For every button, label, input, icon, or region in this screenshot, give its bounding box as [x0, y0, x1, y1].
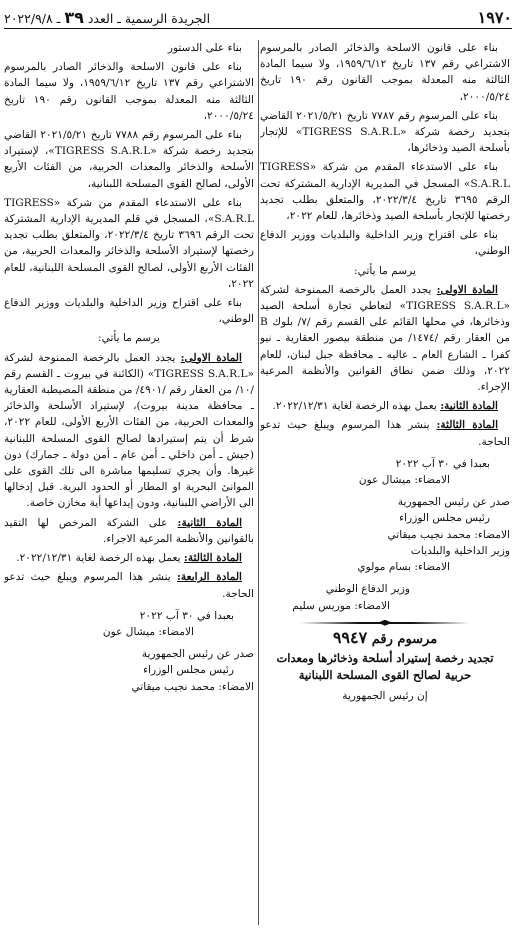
- left-column: [4, 40, 254, 925]
- article-body: على الشركة المرخص لها التقيد بالقوانين والأنظمة المرعية الاجراء.: [4, 516, 254, 545]
- article-3: [4, 550, 254, 566]
- preamble-paragraph: بناء على المرسوم رقم ٧٧٨٨ تاريخ ٢٠٢١/٥/٢١ القاضي بتجديد رخصة شركة «TIGRESS S.A.R.L»، لإستيراد الأسلحة والذخائر والمعدات الحربية، من الفئات الأربع الأولى، لصالح القوى المسلحة اللبنانية،: [4, 129, 254, 190]
- right-column: [260, 40, 510, 925]
- column-divider: [258, 40, 259, 925]
- new-decree-title: [260, 650, 510, 684]
- article-title: المادة الثالثة:: [183, 552, 242, 565]
- new-decree-title-line: حربية لصالح القوى المسلحة اللبنانية: [298, 667, 472, 682]
- issued-by: صدر عن رئيس الجمهورية: [141, 648, 254, 661]
- pm-signature: الامضاء: محمد نجيب ميقاتي: [131, 680, 254, 693]
- article-1: [4, 350, 254, 512]
- article-2: [4, 515, 254, 547]
- article-title: المادة الثانية:: [440, 400, 498, 413]
- pm-signature: الامضاء: محمد نجيب ميقاتي: [387, 528, 510, 541]
- preamble-paragraph: بناء على الاستدعاء المقدم من شركة «TIGRESS S.A.R.L» المسجل في المديرية الإدارية المشتركة تحت الرقم ٣٦٩٥ تاريخ ٢٠٢٢/٣/٤، والمتعلق بطلب تجديد رخصتها للإتجار بأسلحة الصيد وذخائرها، للعام ٢٠٢٢،: [260, 161, 510, 223]
- new-decree-heading: [260, 627, 510, 648]
- defense-minister-title: وزير الدفاع الوطني: [325, 583, 410, 596]
- president-signature: الامضاء: ميشال عون: [358, 474, 450, 487]
- article-1: [260, 282, 510, 395]
- interior-minister-signature: الامضاء: بسام مولوي: [357, 561, 450, 574]
- gazette-date: ـ ٢٠٢٢/٩/٨: [4, 10, 61, 26]
- article-4: [4, 569, 254, 601]
- preamble-paragraph: بناء على قانون الاسلحة والذخائر الصادر بالمرسوم الاشتراعي رقم ١٣٧ تاريخ ١٩٥٩/٦/١٢، ولا سيما المادة الثالثة منه المعدلة بموجب القانون رقم ١٩٠ تاريخ ٢٠٠٠/٥/٢٤،: [4, 61, 254, 122]
- preamble-paragraph: بناء على الاستدعاء المقدم من شركة «TIGRESS S.A.R.L»، المسجل في قلم المديرية الإدارية المشتركة تحت الرقم ٣٦٩٦ تاريخ ٢٠٢٢/٣/٤، والمتعلق بطلب تجديد رخصتها لإستيراد الأسلحة والذخائر والمعدات الحربية، من الفئات الأربع الأولى، لصالح القوى المسلحة اللبنانية، للعام ٢٠٢٢،: [4, 196, 254, 290]
- preamble-paragraph: بناء على اقتراح وزير الداخلية والبلديات ووزير الدفاع الوطني،: [4, 297, 254, 326]
- pm-title: رئيس مجلس الوزراء: [399, 512, 490, 525]
- decree-separator: [300, 620, 470, 626]
- article-title: المادة الثانية:: [177, 516, 243, 529]
- defense-minister-signature: الامضاء: موريس سليم: [292, 599, 390, 612]
- article-body: يجدد العمل بالرخصة الممنوحة لشركة «TIGRESS S.A.R.L» لتعاطي تجارة أسلحة الصيد وذخائرها، في محلها القائم على القسم رقم /٧/ بلوك B من العقار رقم /١٤٧٤/ من منطقة بيصور العقارية ـ نيو كفرا ـ الشارع العام ـ عاليه ـ محافظة جبل لبنان، للعام ٢٠٢٢، وذلك ضمن نطاق القوانين والأنظمة المرعية الإجراء.: [260, 283, 510, 394]
- issued-by: صدر عن رئيس الجمهورية: [397, 496, 510, 509]
- date-line: بعبدا في ٣٠ آب ٢٠٢٢: [395, 457, 490, 470]
- article-body: ينشر هذا المرسوم ويبلغ حيث تدعو الحاجة.: [260, 419, 510, 448]
- preamble-paragraph: بناء على المرسوم رقم ٧٧٨٧ تاريخ ٢٠٢١/٥/٢١ القاضي بتجديد رخصة شركة «TIGRESS S.A.R.L» للإتجار بأسلحة الصيد وذخائرها،: [260, 109, 510, 155]
- article-body: ينشر هذا المرسوم ويبلغ حيث تدعو الحاجة.: [4, 571, 254, 600]
- article-2: [260, 398, 510, 414]
- issue-number: ٣٩: [64, 7, 84, 27]
- interior-minister-title: وزير الداخلية والبلديات: [410, 544, 510, 557]
- gazette-prefix: الجريدة الرسمية ـ العدد: [87, 10, 211, 26]
- preamble-paragraph: بناء على اقتراح وزير الداخلية والبلديات ووزير الدفاع الوطني،: [260, 229, 510, 258]
- decrees-statement: يرسم ما يأتي:: [98, 332, 160, 345]
- article-body: يجدد العمل بالرخصة الممنوحة لشركة «TIGRESS S.A.R.L» (الكائنة في بيروت ـ القسم رقم /١٠/ من العقار رقم /٤٩٠١/ من منطقة المصيطبة العقارية ـ محافظة مدينة بيروت)، لإستيراد الأسلحة والذخائر والمعدات الحربية، من الفئات الأربع الأولى، للعام ٢٠٢٢، شرط أن يتم إستيرادها لصالح القوى المسلحة اللبنانية (جيش ـ أمن داخلي ـ أمن عام ـ أمن دولة ـ جمارك) دون غيرها. وأن يجري تسليمها مباشرة الى تلك القوى على الموانئ البحرية او المطار أو الحدود البرية. قبل إدخالها الى الأراضي اللبنانية، ودون إيداعها أية مخازن خاصة.: [4, 351, 254, 510]
- article-body: يعمل بهذه الرخصة لغاية ٢٠٢٢/١٢/٣١.: [272, 400, 437, 413]
- article-title: المادة الرابعة:: [177, 571, 242, 584]
- article-title: المادة الاولى:: [180, 351, 242, 364]
- page-number: ١٩٧٠: [477, 7, 512, 27]
- gazette-issue-line: [4, 8, 210, 27]
- article-body: يعمل بهذه الرخصة لغاية ٢٠٢٢/١٢/٣١.: [16, 552, 181, 565]
- new-decree-label: مرسوم رقم: [371, 631, 438, 647]
- preamble-paragraph: بناء على الدستور: [167, 42, 242, 54]
- page-header: [4, 6, 512, 29]
- article-title: المادة الثالثة:: [436, 419, 499, 432]
- article-title: المادة الاولى:: [436, 283, 498, 296]
- president-signature: الامضاء: ميشال عون: [102, 625, 194, 638]
- new-decree-opening: إن رئيس الجمهورية: [342, 689, 428, 702]
- preamble-paragraph: بناء على قانون الاسلحة والذخائر الصادر بالمرسوم الاشتراعي رقم ١٣٧ تاريخ ١٩٥٩/٦/١٢، ولا سيما المادة الثالثة منه المعدلة بموجب القانون رقم ١٩٠ تاريخ ٢٠٠٠/٥/٢٤،: [260, 42, 510, 103]
- article-3: [260, 417, 510, 449]
- new-decree-title-line: تجديد رخصة إستيراد أسلحة وذخائرها ومعدات: [276, 650, 494, 665]
- decrees-statement: يرسم ما يأتي:: [354, 264, 416, 277]
- new-decree-number: ٩٩٤٧: [332, 627, 368, 647]
- date-line: بعبدا في ٣٠ آب ٢٠٢٢: [139, 609, 234, 622]
- pm-title: رئيس مجلس الوزراء: [143, 664, 234, 677]
